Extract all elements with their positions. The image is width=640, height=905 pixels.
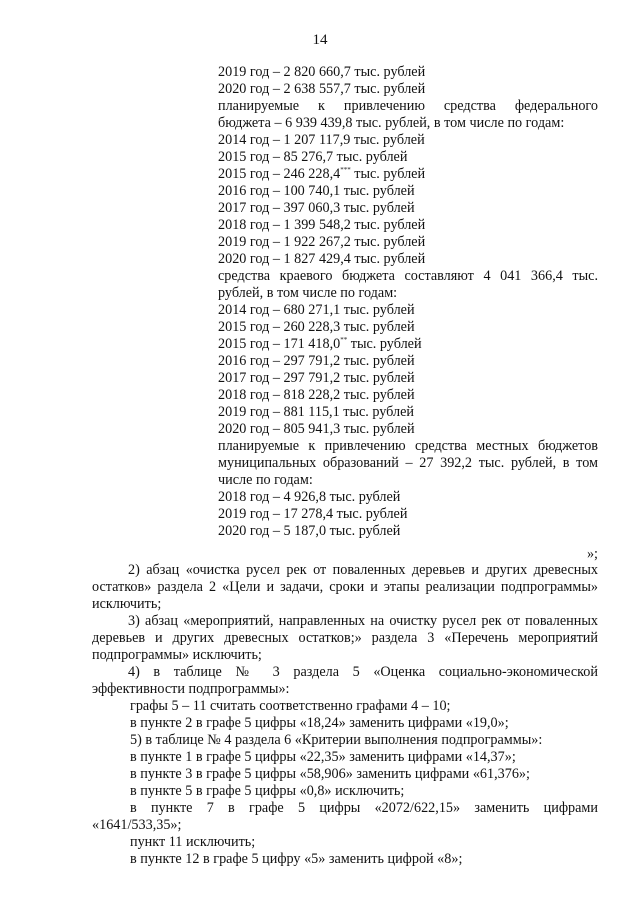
federal-intro: планируемые к привлечению средства федерального — [218, 98, 598, 114]
year-amount: 2015 год – 171 418,0 — [218, 336, 341, 352]
regional-year: 2019 год – 881 115,1 тыс. рублей — [218, 404, 415, 420]
federal-year: 2018 год – 1 399 548,2 тыс. рублей — [218, 217, 426, 233]
local-year: 2018 год – 4 926,8 тыс. рублей — [218, 489, 401, 505]
local-year: 2019 год – 17 278,4 тыс. рублей — [218, 506, 408, 522]
funding-block — [218, 64, 598, 540]
regional-intro: рублей, в том числе по годам: — [218, 285, 398, 301]
regional-year — [218, 336, 598, 353]
footnote-mark: *** — [340, 166, 351, 174]
amendment-item-5: 5) в таблице № 4 раздела 6 «Критерии выполнения подпрограммы»: — [130, 732, 543, 748]
funding-line: 2019 год – 2 820 660,7 тыс. рублей — [218, 64, 426, 80]
amendment-subitem-continued: «1641/533,35»; — [92, 817, 182, 833]
federal-year: 2017 год – 397 060,3 тыс. рублей — [218, 200, 415, 216]
federal-year: 2020 год – 1 827 429,4 тыс. рублей — [218, 251, 426, 267]
federal-year: 2019 год – 1 922 267,2 тыс. рублей — [218, 234, 426, 250]
closing-quote-mark: »; — [586, 546, 598, 562]
amendment-subitem: пункт 11 исключить; — [130, 834, 256, 850]
amendment-subitem: в пункте 12 в графе 5 цифру «5» заменить цифрой «8»; — [130, 851, 463, 867]
footnote-mark: ** — [340, 336, 348, 344]
amendment-subitem: в пункте 3 в графе 5 цифры «58,906» заменить цифрами «61,376»; — [130, 766, 530, 782]
amendment-subitem: графы 5 – 11 считать соответственно графами 4 – 10; — [130, 698, 451, 714]
amendment-subitem: в пункте 1 в графе 5 цифры «22,35» заменить цифрами «14,37»; — [130, 749, 516, 765]
regional-year: 2014 год – 680 271,1 тыс. рублей — [218, 302, 415, 318]
regional-year: 2016 год – 297 791,2 тыс. рублей — [218, 353, 415, 369]
amendment-subitem: в пункте 7 в графе 5 цифры «2072/622,15» заменить цифрами — [130, 800, 598, 816]
year-amount: 2015 год – 246 228,4 — [218, 166, 341, 182]
local-intro: планируемые к привлечению средства местных бюджетов — [218, 438, 598, 454]
regional-year: 2020 год – 805 941,3 тыс. рублей — [218, 421, 415, 437]
local-intro: числе по годам: — [218, 472, 313, 488]
amendment-item-4: 4) в таблице № 3 раздела 5 «Оценка социально-экономической эффективности подпрограммы»: — [92, 664, 598, 697]
regional-year: 2018 год – 818 228,2 тыс. рублей — [218, 387, 415, 403]
federal-year: 2014 год – 1 207 117,9 тыс. рублей — [218, 132, 425, 148]
federal-year: 2015 год – 85 276,7 тыс. рублей — [218, 149, 408, 165]
amendments-list — [92, 562, 598, 868]
regional-intro: средства краевого бюджета составляют 4 041 366,4 тыс. — [218, 268, 598, 284]
amendment-item-3: 3) абзац «мероприятий, направленных на очистку русел рек от поваленных деревьев и других древесных остатков;» раздела 3 «Перечень мероприятий подпрограммы» исключить; — [92, 613, 598, 663]
year-unit: тыс. рублей — [350, 166, 426, 182]
funding-line: 2020 год – 2 638 557,7 тыс. рублей — [218, 81, 426, 97]
federal-year — [218, 166, 598, 183]
regional-year: 2017 год – 297 791,2 тыс. рублей — [218, 370, 415, 386]
year-unit: тыс. рублей — [347, 336, 422, 352]
amendment-item-2: 2) абзац «очистка русел рек от поваленных деревьев и других древесных остатков» раздела 2 «Цели и задачи, сроки и этапы реализации подпрограммы» исключить; — [92, 562, 598, 612]
federal-intro: бюджета – 6 939 439,8 тыс. рублей, в том числе по годам: — [218, 115, 565, 131]
page-number: 14 — [312, 32, 328, 48]
local-year: 2020 год – 5 187,0 тыс. рублей — [218, 523, 401, 539]
amendment-subitem: в пункте 2 в графе 5 цифры «18,24» заменить цифрами «19,0»; — [130, 715, 509, 731]
federal-year: 2016 год – 100 740,1 тыс. рублей — [218, 183, 415, 199]
local-intro: муниципальных образований – 27 392,2 тыс. рублей, в том — [218, 455, 598, 471]
amendment-subitem: в пункте 5 в графе 5 цифры «0,8» исключить; — [130, 783, 405, 799]
regional-year: 2015 год – 260 228,3 тыс. рублей — [218, 319, 415, 335]
